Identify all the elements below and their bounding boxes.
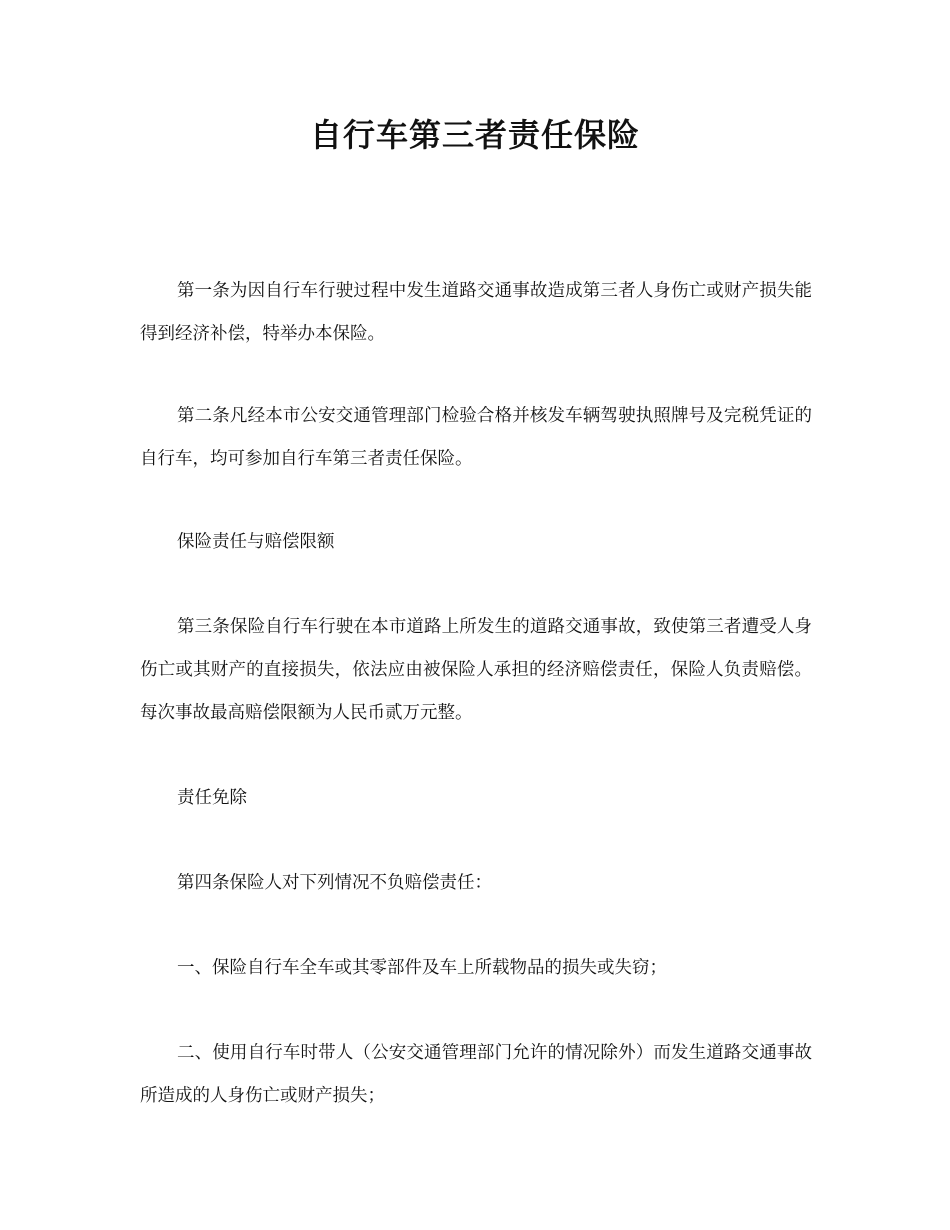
article-2-paragraph: 第二条凡经本市公安交通管理部门检验合格并核发车辆驾驶执照牌号及完税凭证的自行车，均可参加自行车第三者责任保险。 bbox=[140, 406, 812, 469]
article-4-paragraph: 第四条保险人对下列情况不负赔偿责任： bbox=[177, 873, 492, 893]
section-heading-liability: 保险责任与赔偿限额 bbox=[177, 532, 335, 552]
document-title: 自行车第三者责任保险 bbox=[309, 116, 640, 154]
exemption-item-1: 一、保险自行车全车或其零部件及车上所载物品的损失或失窃； bbox=[177, 958, 667, 978]
article-1-paragraph: 第一条为因自行车行驶过程中发生道路交通事故造成第三者人身伤亡或财产损失能得到经济补偿，特举办本保险。 bbox=[140, 281, 812, 344]
exemption-item-2: 二、使用自行车时带人（公安交通管理部门允许的情况除外）而发生道路交通事故所造成的人身伤亡或财产损失； bbox=[140, 1043, 812, 1106]
section-heading-exemption: 责任免除 bbox=[177, 788, 247, 808]
article-3-paragraph: 第三条保险自行车行驶在本市道路上所发生的道路交通事故，致使第三者遭受人身伤亡或其财产的直接损失，依法应由被保险人承担的经济赔偿责任，保险人负责赔偿。每次事故最高赔偿限额为人民币贰万元整。 bbox=[140, 617, 812, 723]
